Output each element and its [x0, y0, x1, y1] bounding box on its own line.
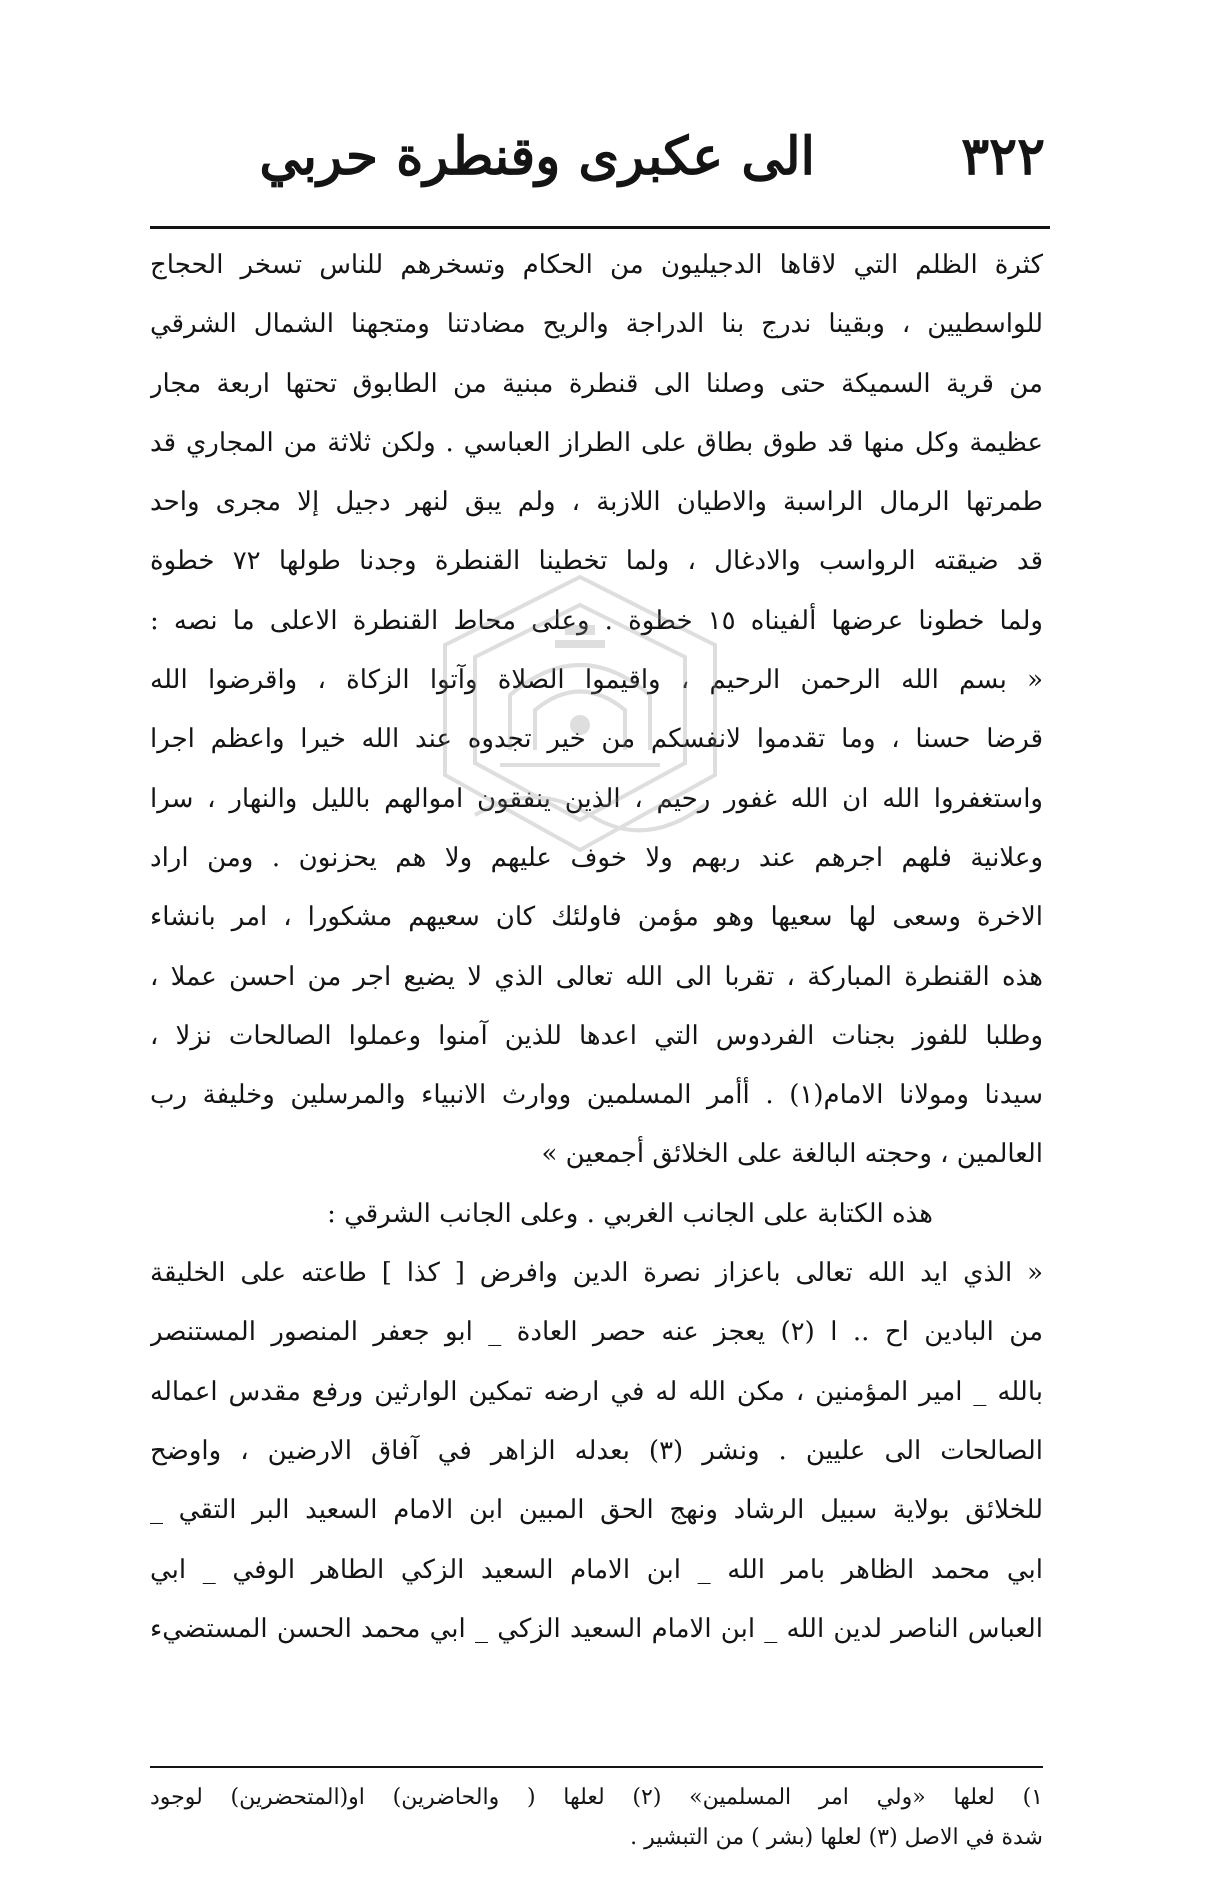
text-line: بالله _ امير المؤمنين ، مكن الله له في ارضه تمكين الوارثين ورفع مقدس اعماله [150, 1376, 1043, 1407]
text-line: « بسم الله الرحمن الرحيم ، واقيموا الصلاة وآتوا الزكاة ، واقرضوا الله [150, 665, 1043, 696]
text-line: العباس الناصر لدين الله _ ابن الامام السعيد الزكي _ ابي محمد الحسن المستضيء [150, 1613, 1043, 1644]
text-line: ابي محمد الظاهر بامر الله _ ابن الامام السعيد الزكي الطاهر الوفي _ ابي [150, 1554, 1043, 1585]
text-line: « الذي ايد الله تعالى باعزاز نصرة الدين وافرض [ كذا ] طاعته على الخليقة [150, 1258, 1043, 1289]
page-number: ٣٢٢ [961, 126, 1045, 187]
text-line: قرضا حسنا ، وما تقدموا لانفسكم من خير تجدوه عند الله خيرا واعظم اجرا [150, 724, 1043, 755]
text-line: قد ضيقته الرواسب والادغال ، ولما تخطينا القنطرة وجدنا طولها ٧٢ خطوة [150, 546, 1043, 577]
text-line: العالمين ، وحجته البالغة على الخلائق أجمعين » [541, 1139, 1043, 1170]
text-line: للخلائق بولاية سبيل الرشاد ونهج الحق المبين ابن الامام السعيد البر التقي _ [150, 1495, 1043, 1526]
text-line: واستغفروا الله ان الله غفور رحيم ، الذين ينفقون اموالهم بالليل والنهار ، سرا [150, 783, 1043, 814]
text-line: سيدنا ومولانا الامام(١) . أأمر المسلمين ووارث الانبياء والمرسلين وخليفة رب [150, 1080, 1043, 1111]
text-line: الصالحات الى عليين . ونشر (٣) بعدله الزاهر في آفاق الارضين ، واوضح [150, 1435, 1043, 1466]
footnote-line: ١) لعلها «ولي امر المسلمين» (٢) لعلها ( والحاضرين) او(المتحضرين) لوجود [150, 1785, 1043, 1810]
text-line: للواسطيين ، وبقينا ندرج بنا الدراجة والريح مضادتنا ومتجهنا الشمال الشرقي [150, 309, 1043, 340]
text-line: هذه القنطرة المباركة ، تقربا الى الله تعالى الذي لا يضيع اجر من احسن عملا ، [150, 961, 1043, 992]
text-line: من البادين اح .. ا (٢) يعجز عنه حصر العادة _ ابو جعفر المنصور المستنصر [150, 1317, 1043, 1348]
text-line: ولما خطونا عرضها ألفيناه ١٥ خطوة . وعلى محاط القنطرة الاعلى ما نصه : [150, 605, 1043, 636]
text-line: طمرتها الرمال الراسبة والاطيان اللازبة ، ولم يبق لنهر دجيل إلا مجرى واحد [150, 487, 1043, 518]
text-line: وعلانية فلهم اجرهم عند ربهم ولا خوف عليهم ولا هم يحزنون . ومن اراد [150, 842, 1043, 873]
text-line: من قرية السميكة حتى وصلنا الى قنطرة مبنية من الطابوق تحتها اربعة مجار [150, 368, 1043, 399]
body-text [150, 236, 1043, 1659]
text-line: هذه الكتابة على الجانب الغربي . وعلى الجانب الشرقي : [327, 1198, 933, 1229]
footnote-line: شدة في الاصل (٣) لعلها (بشر ) من التبشير . [630, 1825, 1043, 1850]
text-line: كثرة الظلم التي لاقاها الدجيليون من الحكام وتسخرهم للناس تسخر الحجاج [150, 250, 1043, 280]
text-line: وطلبا للفوز بجنات الفردوس التي اعدها للذين آمنوا وعملوا الصالحات نزلا ، [150, 1020, 1043, 1051]
running-title: الى عكبرى وقنطرة حربي [259, 126, 815, 187]
text-line: عظيمة وكل منها قد طوق بطاق على الطراز العباسي . ولكن ثلاثة من المجاري قد [150, 427, 1043, 458]
footnotes [150, 1778, 1043, 1858]
footnote-rule [150, 1766, 1043, 1768]
text-line: الاخرة وسعى لها سعيها وهو مؤمن فاولئك كان سعيهم مشكورا ، امر بانشاء [150, 902, 1043, 933]
page-header [150, 118, 1045, 204]
header-rule [150, 226, 1050, 229]
